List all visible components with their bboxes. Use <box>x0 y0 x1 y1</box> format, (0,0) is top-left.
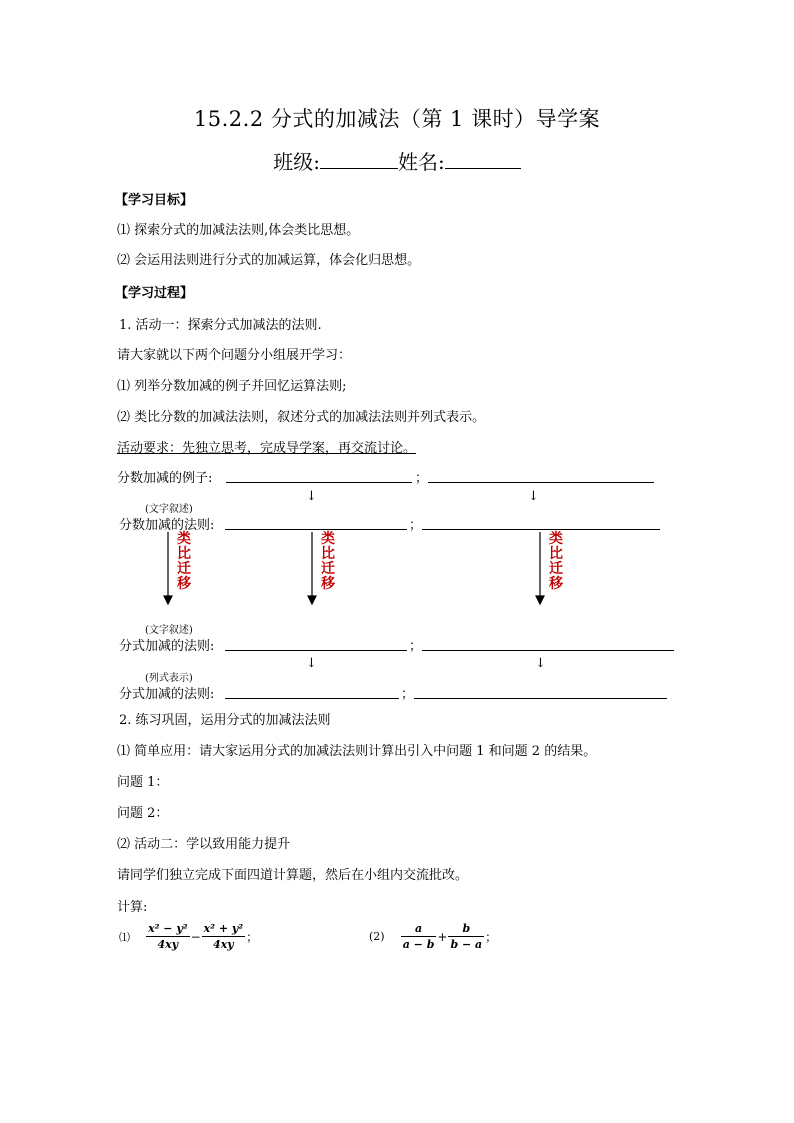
down-arrow-icon: ↓ <box>528 489 539 504</box>
expr1-denominator-2: 4xy <box>213 938 234 951</box>
calc-label: 计算: <box>117 900 148 915</box>
page-title: 15.2.2 分式的加减法（第 1 课时）导学案 <box>193 107 601 131</box>
simple-application: ⑴ 简单应用：请大家运用分式的加减法法则计算出引入中问题 1 和问题 2 的结果。 <box>117 744 597 759</box>
expr2-index: (2) <box>369 930 385 943</box>
problem-1-label: 问题 1： <box>117 775 169 790</box>
activity-requirement: 活动要求：先独立思考，完成导学案，再交流讨论。 <box>117 441 417 456</box>
note-text-description: (文字叙述) <box>145 504 193 515</box>
activity2-instruction: 请同学们独立完成下面四道计算题，然后在小组内交流批改。 <box>117 868 469 883</box>
analogy-arrow-head <box>536 596 544 604</box>
separator: ； <box>415 471 429 486</box>
expr2-numerator-2: b <box>448 922 484 937</box>
analogy-label: 类比迁移 <box>549 531 563 592</box>
goal-item-1: ⑴ 探索分式的加减法法则,体会类比思想。 <box>117 223 360 238</box>
expression-rule-blank-1[interactable] <box>225 650 407 651</box>
separator: ； <box>409 518 423 533</box>
activity2-title: ⑵ 活动二：学以致用能力提升 <box>117 837 291 852</box>
expr1-fraction-2 <box>202 922 245 951</box>
expression-formula-blank-2[interactable] <box>414 698 667 699</box>
expr1-fraction-1 <box>146 922 189 951</box>
expr1-end: ； <box>246 930 259 944</box>
row-expression-formula-label: 分式加减的法则: <box>119 687 215 702</box>
expression-rule-blank-2[interactable] <box>422 650 674 651</box>
activity1-title: 1. 活动一：探索分式加减法的法则. <box>119 318 322 333</box>
analogy-arrow-head <box>308 596 316 604</box>
expr1-denominator-1: 4xy <box>157 938 179 951</box>
expr2-operator: + <box>437 929 448 944</box>
analogy-arrow-head <box>164 596 172 604</box>
row-expression-rule-label: 分式加减的法则: <box>119 639 215 654</box>
problem-2-label: 问题 2： <box>117 806 169 821</box>
analogy-label: 类比迁移 <box>321 531 335 592</box>
separator: ； <box>401 687 415 702</box>
expr2-end: ； <box>485 930 498 944</box>
expr2-denominator-2: b − a <box>450 938 483 951</box>
row-fraction-examples-label: 分数加减的例子: <box>117 471 213 486</box>
note-text-description: (文字叙述) <box>145 625 193 636</box>
expr1-numerator-1: x² − y² <box>148 922 188 935</box>
activity1-question-1: ⑴ 列举分数加减的例子并回忆运算法则; <box>117 379 347 394</box>
analogy-label: 类比迁移 <box>177 531 191 592</box>
goal-item-2: ⑵ 会运用法则进行分式的加减运算，体会化归思想。 <box>117 253 421 268</box>
expr1-index: ⑴ <box>119 930 130 944</box>
down-arrow-icon: ↓ <box>306 656 317 671</box>
activity1-intro: 请大家就以下两个问题分小组展开学习： <box>117 348 352 363</box>
practice-title: 2. 练习巩固，运用分式的加减法法则 <box>119 713 331 728</box>
down-arrow-icon: ↓ <box>306 489 317 504</box>
expr1-numerator-2: x² + y² <box>203 922 244 935</box>
name-label: 姓名: <box>398 150 445 174</box>
activity1-question-2: ⑵ 类比分数的加减法法则，叙述分式的加减法法则并列式表示。 <box>117 410 486 425</box>
calc-expression-1 <box>118 922 259 951</box>
expr2-fraction-1 <box>401 922 437 951</box>
row-fraction-rule-label: 分数加减的法则: <box>119 518 215 533</box>
section-process-heading: 【学习过程】 <box>115 286 194 301</box>
section-goals-heading: 【学习目标】 <box>115 193 194 208</box>
expression-formula-blank-1[interactable] <box>225 698 399 699</box>
down-arrow-icon: ↓ <box>535 656 546 671</box>
expr2-fraction-2 <box>448 922 484 951</box>
separator: ； <box>409 639 423 654</box>
expr2-numerator-1: a <box>401 922 437 937</box>
expr1-operator: − <box>190 929 201 944</box>
note-formula: (列式表示) <box>145 673 193 684</box>
expr2-denominator-1: a − b <box>402 938 435 951</box>
class-label: 班级: <box>273 150 320 174</box>
calc-expression-2 <box>368 922 498 951</box>
